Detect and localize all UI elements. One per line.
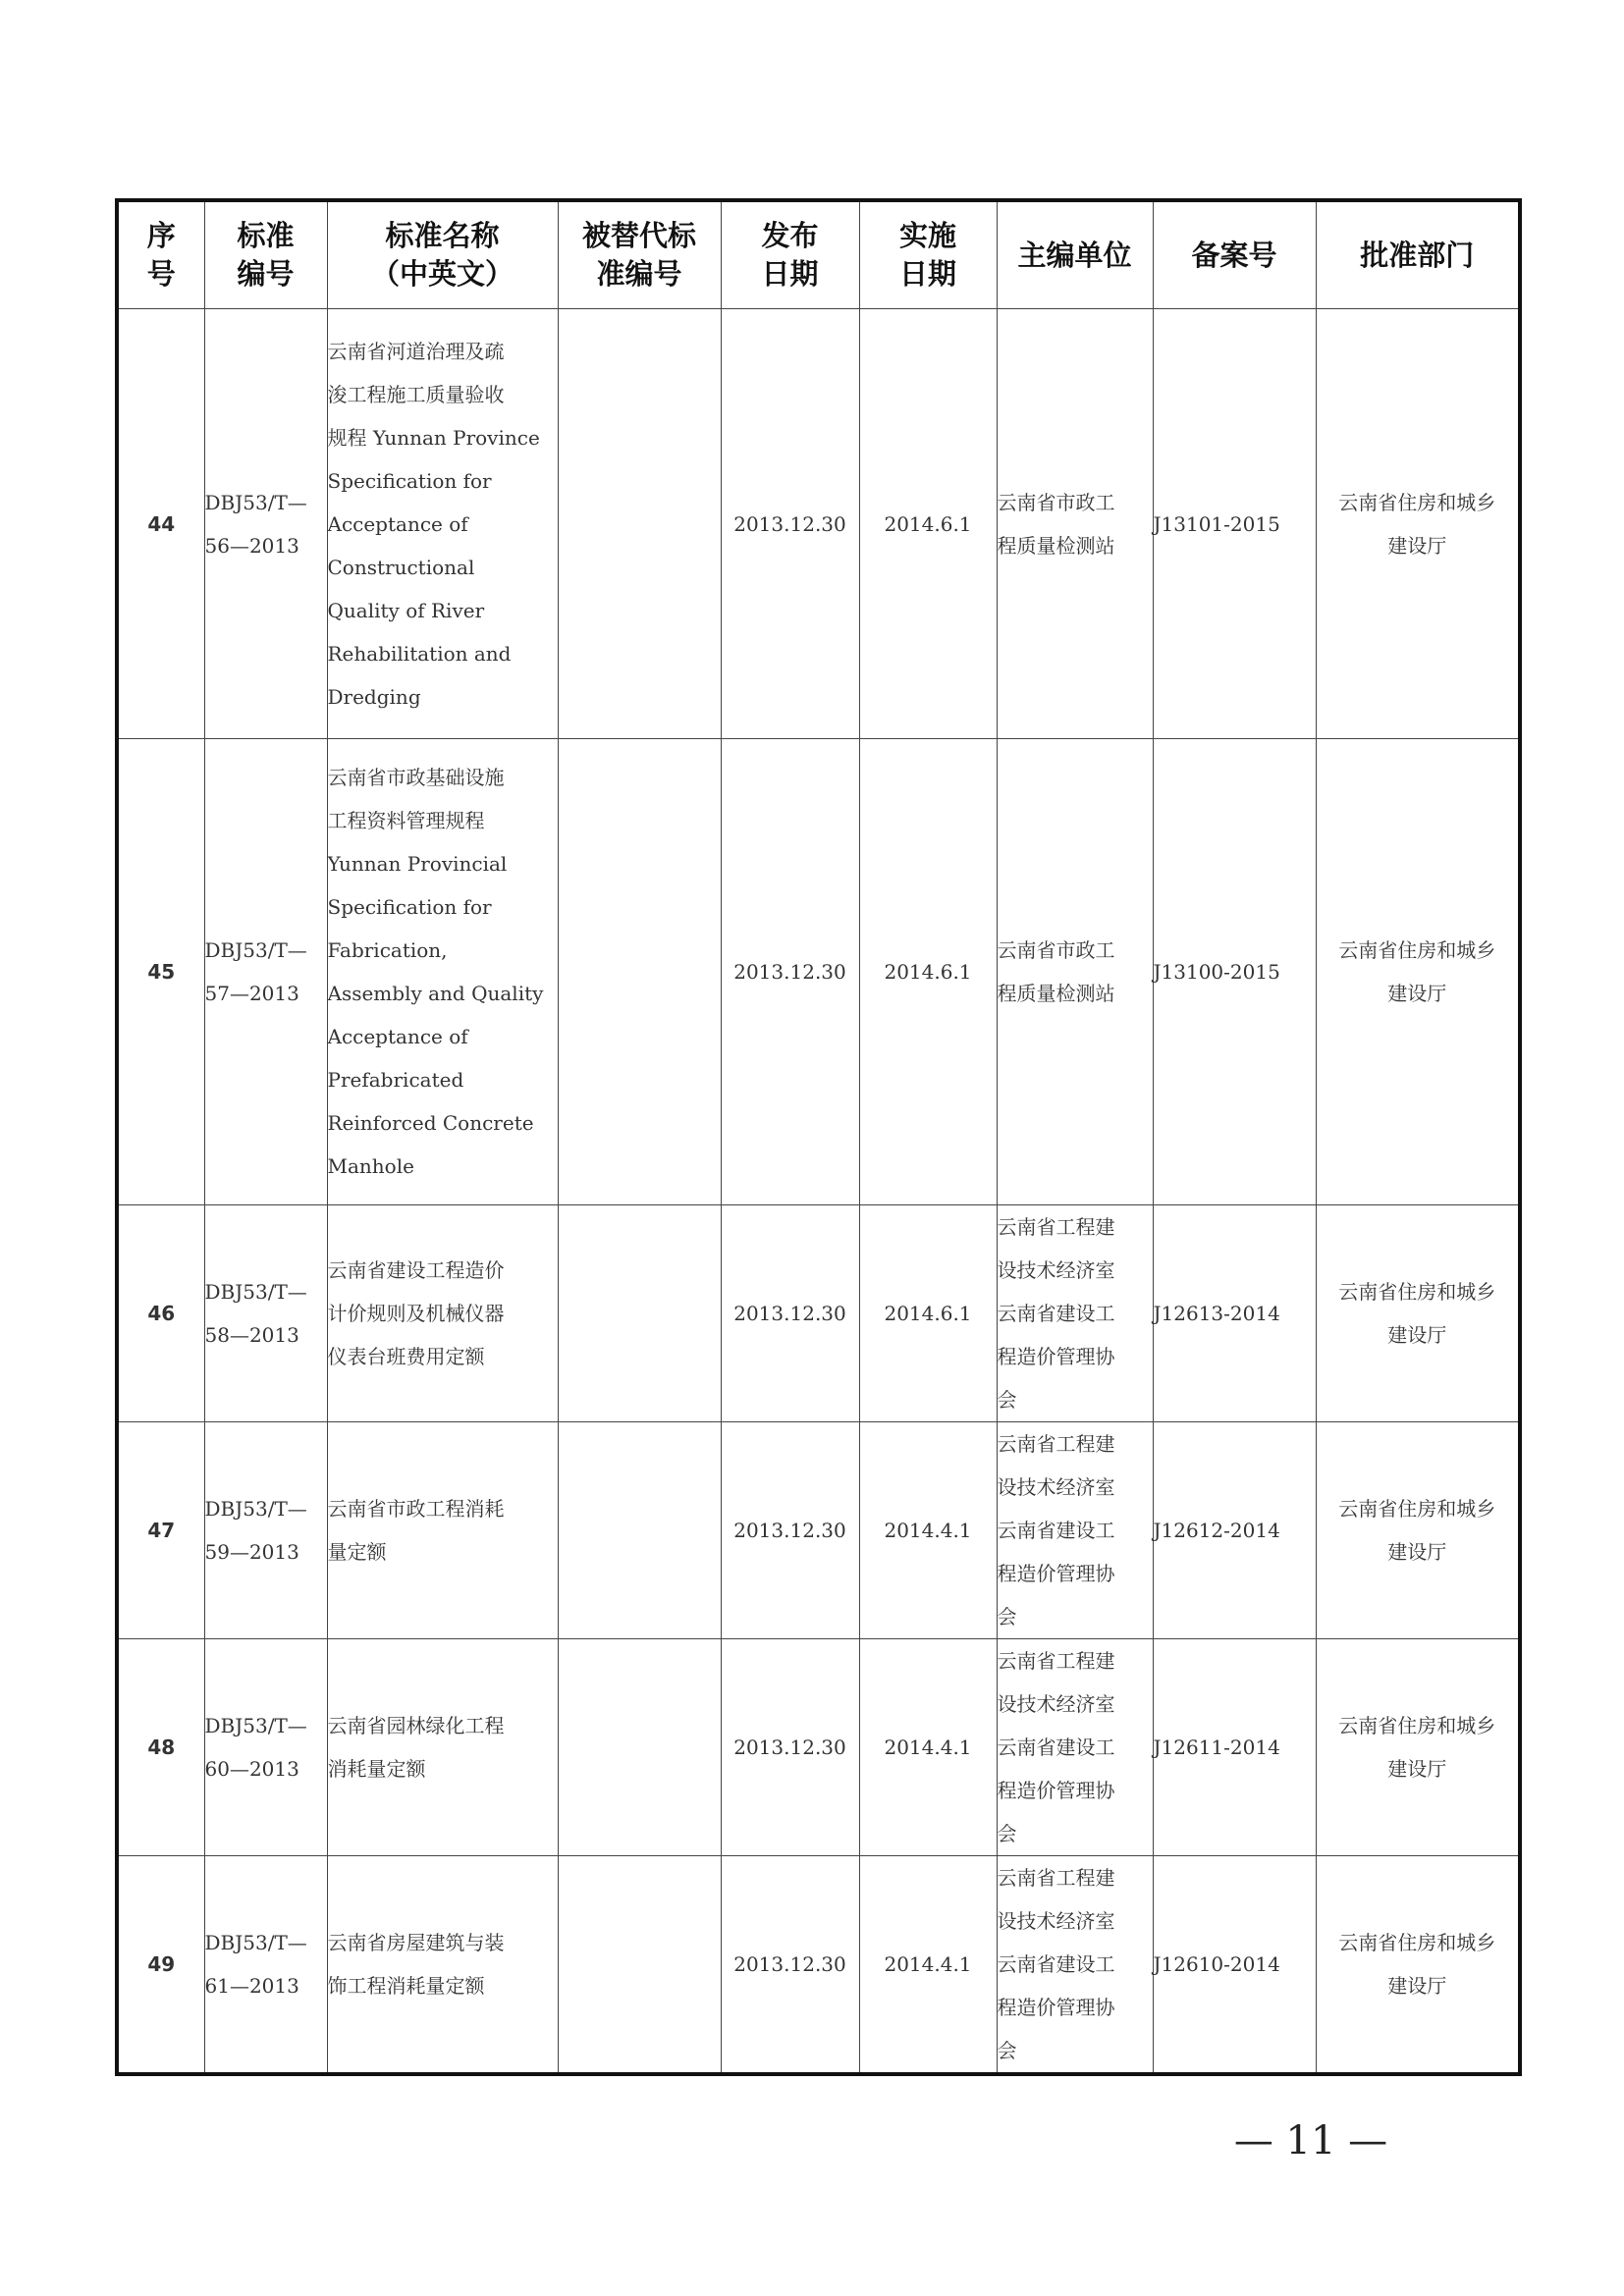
cell-publish-date: 2013.12.30 [721, 1639, 859, 1856]
cell-line: Quality of River [327, 598, 485, 622]
header-replaced: 被替代标 准编号 [558, 200, 721, 309]
cell-line: 建设厅 [1387, 982, 1447, 1005]
cell-line: 云南省工程建 [997, 1866, 1115, 1890]
cell-implement-date: 2014.4.1 [859, 1422, 997, 1639]
cell-replaced [558, 1205, 721, 1422]
cell-line: 设技术经济室 [997, 1475, 1115, 1499]
cell-line: 云南省建设工 [997, 1952, 1115, 1976]
header-editor: 主编单位 [997, 200, 1153, 309]
cell-line: Rehabilitation and [327, 641, 512, 666]
header-code: 标准 编号 [204, 200, 327, 309]
cell-line: 云南省建设工 [997, 1735, 1115, 1759]
cell-editor [997, 309, 1153, 739]
cell-approver [1316, 739, 1520, 1205]
cell-approver [1316, 1639, 1520, 1856]
page-number: — 11 — [1233, 2118, 1388, 2163]
cell-line: 建设厅 [1387, 533, 1447, 558]
cell-record-no: J13100-2015 [1153, 739, 1316, 1205]
cell-implement-date: 2014.6.1 [859, 309, 997, 739]
cell-line: Dredging [327, 684, 421, 709]
cell-line: Acceptance of [327, 511, 468, 536]
cell-line: Assembly and Quality [327, 982, 544, 1005]
cell-approver [1316, 309, 1520, 739]
header-row [117, 200, 1520, 309]
cell-line: 会 [997, 2039, 1017, 2062]
cell-line: 计价规则及机械仪器 [327, 1302, 505, 1325]
table-row [117, 309, 1520, 739]
cell-line: 会 [997, 1388, 1017, 1412]
cell-replaced [558, 1856, 721, 2075]
cell-approver [1316, 1205, 1520, 1422]
cell-seq: 46 [117, 1205, 204, 1422]
cell-replaced [558, 1422, 721, 1639]
cell-line: 云南省住房和城乡 [1338, 490, 1496, 514]
cell-line: 云南省市政工 [997, 938, 1115, 962]
cell-record-no: J13101-2015 [1153, 309, 1316, 739]
cell-line: 58—2013 [204, 1323, 299, 1347]
table-row [117, 739, 1520, 1205]
cell-name [327, 1422, 558, 1639]
cell-line: 工程资料管理规程 [327, 809, 485, 832]
cell-line: 云南省建设工 [997, 1519, 1115, 1542]
cell-line: Constructional [327, 555, 475, 579]
cell-line: 云南省住房和城乡 [1338, 1714, 1496, 1737]
cell-line: 会 [997, 1822, 1017, 1845]
cell-line: 浚工程施工质量验收 [327, 382, 505, 406]
cell-line: 云南省市政工程消耗 [327, 1497, 505, 1521]
cell-approver [1316, 1422, 1520, 1639]
cell-line: 61—2013 [204, 1974, 299, 1998]
cell-line: 消耗量定额 [327, 1757, 426, 1781]
cell-line: 程造价管理协 [997, 1562, 1115, 1585]
table-body [117, 309, 1520, 2075]
cell-publish-date: 2013.12.30 [721, 1422, 859, 1639]
table-row [117, 1639, 1520, 1856]
cell-editor [997, 1856, 1153, 2075]
cell-implement-date: 2014.6.1 [859, 1205, 997, 1422]
cell-record-no: J12610-2014 [1153, 1856, 1316, 2075]
header-seq: 序 号 [117, 200, 204, 309]
cell-line: 设技术经济室 [997, 1909, 1115, 1933]
cell-line: Acceptance of [327, 1025, 468, 1048]
cell-line: 云南省建设工程造价 [327, 1258, 505, 1282]
cell-line: 饰工程消耗量定额 [327, 1974, 485, 1998]
cell-record-no: J12611-2014 [1153, 1639, 1316, 1856]
cell-line: DBJ53/T— [204, 1931, 307, 1954]
cell-implement-date: 2014.6.1 [859, 739, 997, 1205]
cell-name [327, 1205, 558, 1422]
cell-replaced [558, 739, 721, 1205]
cell-line: 云南省工程建 [997, 1215, 1115, 1239]
cell-line: 云南省市政工 [997, 490, 1115, 514]
cell-line: 程造价管理协 [997, 1996, 1115, 2019]
cell-line: DBJ53/T— [204, 938, 307, 962]
cell-code [204, 739, 327, 1205]
cell-name [327, 309, 558, 739]
cell-line: Prefabricated [327, 1068, 464, 1092]
cell-publish-date: 2013.12.30 [721, 739, 859, 1205]
cell-replaced [558, 1639, 721, 1856]
cell-line: 建设厅 [1387, 1974, 1447, 1998]
cell-line: 程造价管理协 [997, 1345, 1115, 1368]
cell-line: 程质量检测站 [997, 982, 1115, 1005]
cell-line: 会 [997, 1605, 1017, 1629]
header-implement-date: 实施 日期 [859, 200, 997, 309]
cell-seq: 49 [117, 1856, 204, 2075]
header-publish-date: 发布 日期 [721, 200, 859, 309]
cell-line: DBJ53/T— [204, 1714, 307, 1737]
standards-table [115, 198, 1522, 2076]
cell-line: 云南省河道治理及疏 [327, 339, 505, 363]
table-row [117, 1205, 1520, 1422]
cell-line: 规程 Yunnan Province [327, 425, 540, 450]
cell-editor [997, 1422, 1153, 1639]
table-row [117, 1856, 1520, 2075]
cell-seq: 48 [117, 1639, 204, 1856]
cell-line: 云南省工程建 [997, 1649, 1115, 1673]
cell-implement-date: 2014.4.1 [859, 1639, 997, 1856]
cell-record-no: J12613-2014 [1153, 1205, 1316, 1422]
cell-publish-date: 2013.12.30 [721, 1856, 859, 2075]
cell-implement-date: 2014.4.1 [859, 1856, 997, 2075]
cell-line: 云南省房屋建筑与装 [327, 1931, 505, 1954]
cell-line: 云南省市政基础设施 [327, 766, 505, 789]
cell-seq: 47 [117, 1422, 204, 1639]
cell-code [204, 1639, 327, 1856]
cell-code [204, 1422, 327, 1639]
cell-publish-date: 2013.12.30 [721, 1205, 859, 1422]
cell-replaced [558, 309, 721, 739]
table-row [117, 1422, 1520, 1639]
cell-line: 建设厅 [1387, 1540, 1447, 1564]
cell-line: 59—2013 [204, 1540, 299, 1564]
cell-code [204, 309, 327, 739]
cell-line: 量定额 [327, 1540, 387, 1564]
cell-line: 程造价管理协 [997, 1779, 1115, 1802]
cell-code [204, 1205, 327, 1422]
cell-line: DBJ53/T— [204, 490, 307, 514]
cell-line: Specification for [327, 895, 492, 919]
header-name: 标准名称 （中英文） [327, 200, 558, 309]
cell-seq: 44 [117, 309, 204, 739]
cell-line: Specification for [327, 468, 492, 493]
cell-name [327, 739, 558, 1205]
cell-line: 云南省住房和城乡 [1338, 1497, 1496, 1521]
cell-line: 云南省住房和城乡 [1338, 938, 1496, 962]
cell-line: Reinforced Concrete [327, 1111, 534, 1135]
cell-line: Fabrication, [327, 938, 448, 962]
cell-record-no: J12612-2014 [1153, 1422, 1316, 1639]
cell-line: 仪表台班费用定额 [327, 1345, 485, 1368]
header-approver: 批准部门 [1316, 200, 1520, 309]
cell-publish-date: 2013.12.30 [721, 309, 859, 739]
cell-line: DBJ53/T— [204, 1280, 307, 1304]
cell-line: 云南省园林绿化工程 [327, 1714, 505, 1737]
cell-editor [997, 1639, 1153, 1856]
cell-line: 云南省住房和城乡 [1338, 1931, 1496, 1954]
cell-name [327, 1639, 558, 1856]
cell-line: 设技术经济室 [997, 1692, 1115, 1716]
cell-line: 程质量检测站 [997, 533, 1115, 558]
cell-line: 57—2013 [204, 982, 299, 1005]
cell-name [327, 1856, 558, 2075]
cell-line: DBJ53/T— [204, 1497, 307, 1521]
cell-approver [1316, 1856, 1520, 2075]
cell-line: 56—2013 [204, 533, 299, 558]
cell-editor [997, 739, 1153, 1205]
cell-line: Yunnan Provincial [327, 852, 508, 876]
cell-line: 云南省住房和城乡 [1338, 1280, 1496, 1304]
cell-line: 云南省建设工 [997, 1302, 1115, 1325]
header-record-no: 备案号 [1153, 200, 1316, 309]
cell-line: 设技术经济室 [997, 1258, 1115, 1282]
cell-line: 云南省工程建 [997, 1432, 1115, 1456]
cell-editor [997, 1205, 1153, 1422]
cell-seq: 45 [117, 739, 204, 1205]
cell-line: 建设厅 [1387, 1323, 1447, 1347]
cell-line: Manhole [327, 1154, 414, 1178]
cell-line: 60—2013 [204, 1757, 299, 1781]
cell-code [204, 1856, 327, 2075]
cell-line: 建设厅 [1387, 1757, 1447, 1781]
